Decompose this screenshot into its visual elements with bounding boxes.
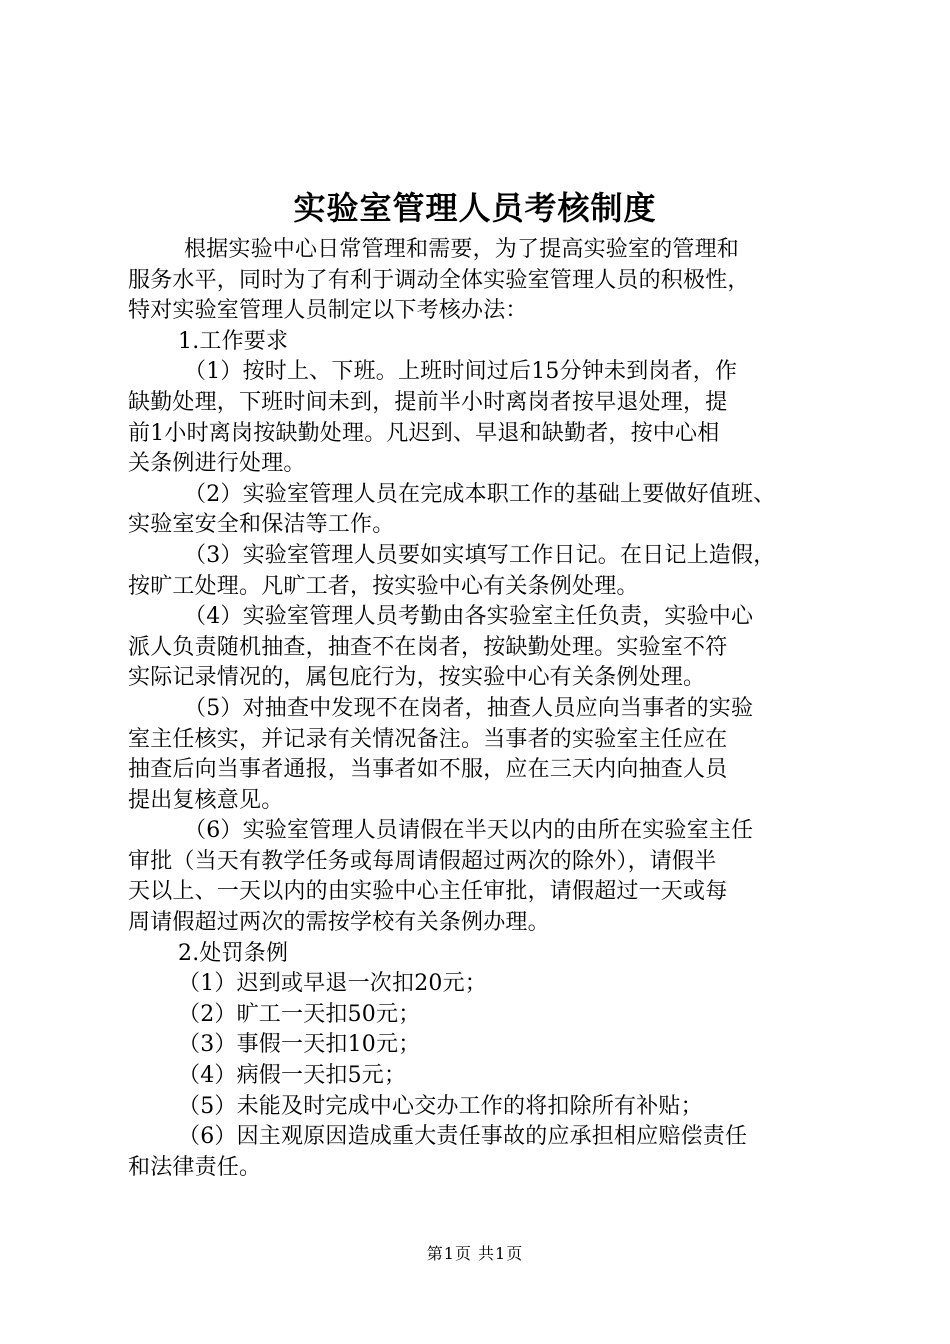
document-title: 实验室管理人员考核制度 [293,189,657,227]
text-line: 根据实验中心日常管理和需要，为了提高实验室的管理和 [184,237,740,262]
page-footer: 第1页 共1页 [426,1244,524,1263]
text-line: 缺勤处理，下班时间未到，提前半小时离岗者按早退处理，提 [128,389,728,415]
text-line: （6）实验室管理人员请假在半天以内的由所在实验室主任 [184,818,754,844]
text-line: 派人负责随机抽查，抽查不在岗者，按缺勤处理。实验室不符 [128,634,728,660]
text-line: （1）迟到或早退一次扣20元； [178,971,487,997]
text-line: 服务水平，同时为了有利于调动全体实验室管理人员的积极性， [128,267,750,293]
text-line: 周请假超过两次的需按学校有关条例办理。 [128,910,550,936]
text-line: 按旷工处理。凡旷工者，按实验中心有关条例处理。 [128,573,639,599]
text-line: 室主任核实，并记录有关情况备注。当事者的实验室主任应在 [128,726,728,752]
text-line: 审批（当天有教学任务或每周请假超过两次的除外），请假半 [128,848,717,874]
text-line: 和法律责任。 [128,1154,262,1180]
text-line: （3）实验室管理人员要如实填写工作日记。在日记上造假， [184,542,776,568]
text-line: 提出复核意见。 [128,787,284,813]
text-line: 抽查后向当事者通报，当事者如不服，应在三天内向抽查人员 [128,757,728,783]
text-line: （4）实验室管理人员考勤由各实验室主任负责，实验中心 [184,604,754,630]
text-line: 实验室安全和保洁等工作。 [128,512,395,538]
text-line: （2）旷工一天扣50元； [178,1001,421,1027]
text-line: 1.工作要求 [178,328,289,354]
text-line: 特对实验室管理人员制定以下考核办法： [128,298,528,324]
text-line: （2）实验室管理人员在完成本职工作的基础上要做好值班、 [184,481,776,507]
text-line: 天以上、一天以内的由实验中心主任审批，请假超过一天或每 [128,879,728,905]
text-line: （5）未能及时完成中心交办工作的将扣除所有补贴； [178,1093,703,1119]
text-line: 关条例进行处理。 [128,451,306,477]
text-line: （5）对抽查中发现不在岗者，抽查人员应向当事者的实验 [184,695,754,721]
text-line: 2.处罚条例 [178,940,289,966]
text-line: （4）病假一天扣5元； [178,1063,407,1089]
text-line: （6）因主观原因造成重大责任事故的应承担相应赔偿责任 [178,1124,748,1150]
text-line: 前1小时离岗按缺勤处理。凡迟到、早退和缺勤者，按中心相 [128,420,720,446]
text-line: （1）按时上、下班。上班时间过后15分钟未到岗者，作 [184,359,738,385]
text-line: （3）事假一天扣10元； [178,1032,421,1058]
text-line: 实际记录情况的，属包庇行为，按实验中心有关条例处理。 [128,665,706,691]
document-body [128,235,828,1183]
